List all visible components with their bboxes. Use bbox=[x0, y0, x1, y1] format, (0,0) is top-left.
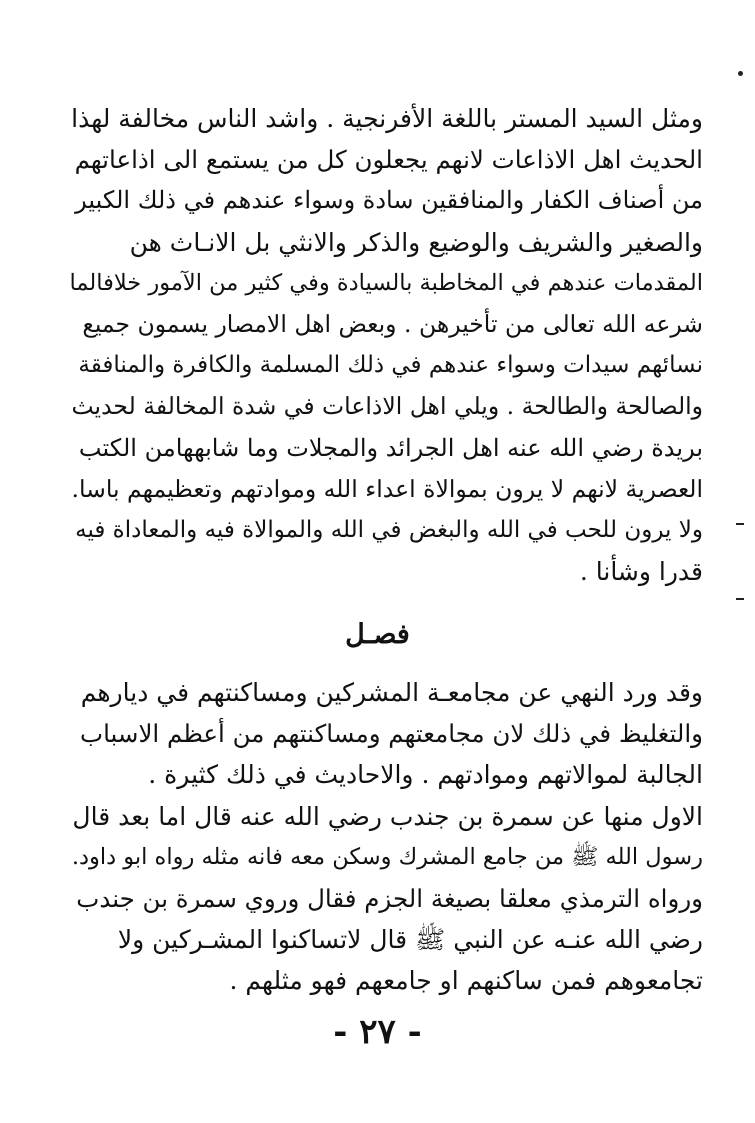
text-line: العصرية لانهم لا يرون بموالاة اعداء الله وموادتهم وتعظيمهم باسا. bbox=[71, 474, 703, 503]
margin-dot-mark bbox=[738, 71, 743, 76]
text-line: قدرا وشأنا . bbox=[579, 557, 703, 587]
text-line: بريدة رضي الله عنه اهل الجرائد والمجلات وما شابههامن الكتب bbox=[78, 433, 703, 462]
section-heading: فصـل bbox=[345, 619, 410, 650]
text-line: ومثل السيد المستر باللغة الأفرنجية . واشد الناس مخالفة لهذا bbox=[71, 104, 703, 133]
text-line: تجامعوهم فمن ساكنهم او جامعهم فهو مثلهم . bbox=[229, 966, 703, 996]
text-line: المقدمات عندهم في المخاطبة بالسيادة وفي كثير من الآمور خلافالما bbox=[69, 269, 703, 296]
text-line: الجالبة لموالاتهم وموادتهم . والاحاديث في ذلك كثيرة . bbox=[148, 760, 703, 790]
text-line: ورواه الترمذي معلقا بصيغة الجزم فقال وروي سمرة بن جندب bbox=[76, 883, 703, 913]
paragraph-2 bbox=[70, 672, 703, 1002]
text-line: نسائهم سيدات وسواء عندهم في ذلك المسلمة والكافرة والمنافقة bbox=[78, 352, 703, 379]
text-line: شرعه الله تعالى من تأخيرهن . وبعض اهل الامصار يسمون جميع bbox=[82, 309, 703, 338]
text-line: الحديث اهل الاذاعات لانهم يجعلون كل من يستمع الى اذاعاتهم bbox=[74, 145, 703, 175]
page-number: - ٢٧ - bbox=[333, 1012, 422, 1052]
text-line: ولا يرون للحب في الله والبغض في الله والموالاة فيه والمعاداة فيه bbox=[75, 516, 703, 543]
text-line: والصالحة والطالحة . ويلي اهل الاذاعات في شدة المخالفة لحديث bbox=[71, 392, 703, 421]
text-line: والتغليظ في ذلك لان مجامعتهم ومساكنتهم من أعظم الاسباب bbox=[80, 719, 703, 749]
text-line: من أصناف الكفار والمنافقين سادة وسواء عندهم في ذلك الكبير bbox=[75, 186, 703, 215]
text-line: رضي الله عنـه عن النبي ﷺ قال لاتساكنوا المشـركين ولا bbox=[117, 925, 703, 955]
paragraph-1 bbox=[70, 98, 703, 592]
margin-tick-mark bbox=[736, 523, 744, 525]
text-line: رسول الله ﷺ من جامع المشرك وسكن معه فانه مثله رواه ابو داود. bbox=[71, 843, 703, 870]
text-line: وقد ورد النهي عن مجامعـة المشركين ومساكنتهم في ديارهم bbox=[80, 678, 703, 707]
margin-tick-mark bbox=[736, 598, 744, 600]
text-line: الاول منها عن سمرة بن جندب رضي الله عنه قال اما بعد قال bbox=[72, 801, 703, 831]
text-line: والصغير والشريف والوضيع والذكر والانثي بل الانـاث هن bbox=[129, 227, 703, 257]
